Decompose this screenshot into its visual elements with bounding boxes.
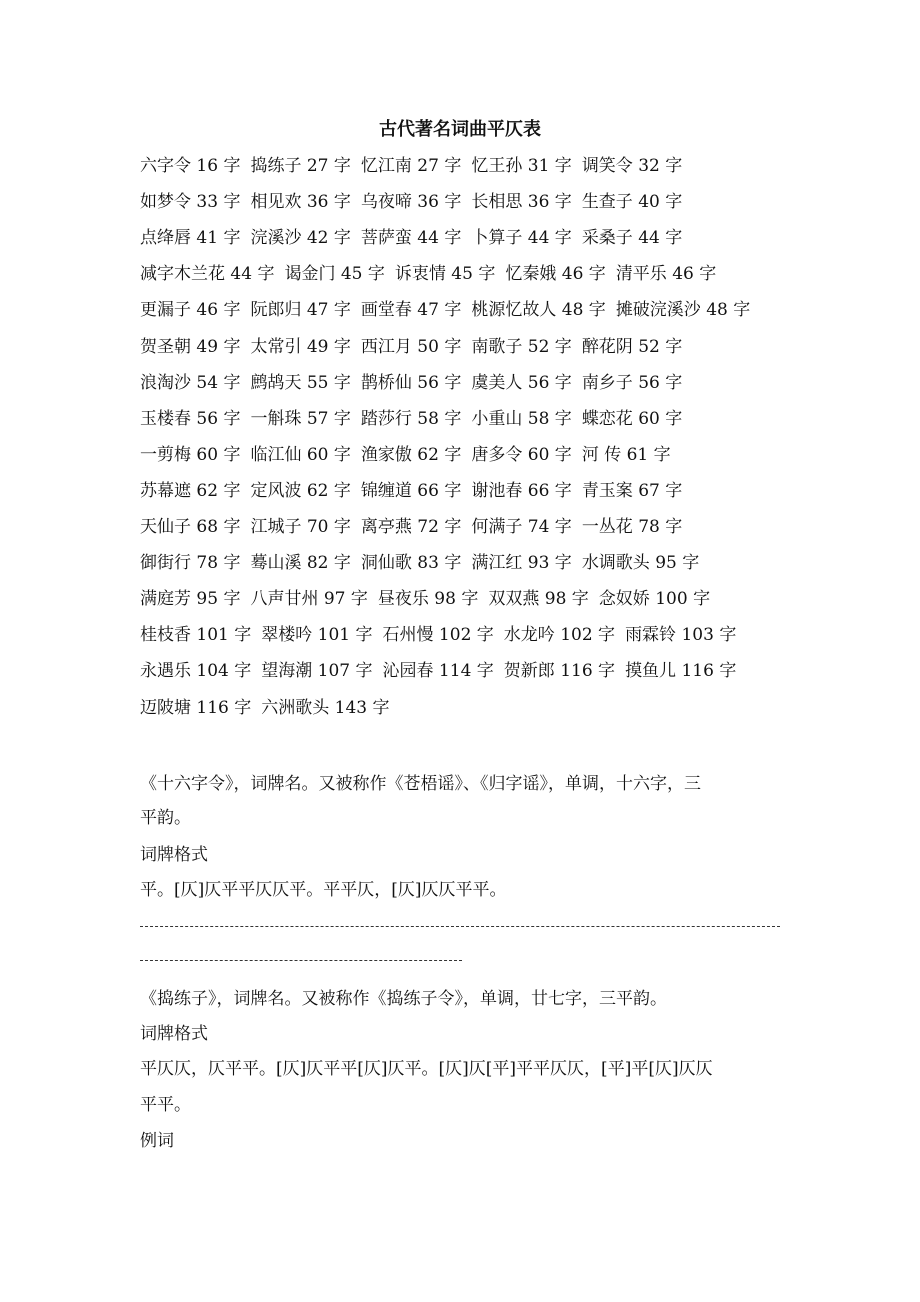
cipai-entry: 忆秦娥 46 字 xyxy=(505,264,606,285)
section1-pattern: 平。[仄]仄平平仄仄平。平平仄，[仄]仄仄平平。 xyxy=(140,880,507,900)
cipai-row xyxy=(140,514,692,540)
cipai-row xyxy=(140,586,720,612)
cipai-entry: 贺圣朝 49 字 xyxy=(140,336,241,357)
cipai-entry: 一丛花 78 字 xyxy=(581,517,683,537)
cipai-row xyxy=(140,261,726,287)
section1-format-heading: 词牌格式 xyxy=(140,845,208,865)
cipai-entry: 石州慢 102 字 xyxy=(382,625,494,646)
cipai-entry: 苏幕遮 62 字 xyxy=(140,480,241,501)
cipai-entry: 渔家傲 62 字 xyxy=(360,444,462,465)
cipai-entry: 定风波 62 字 xyxy=(250,480,351,501)
cipai-row xyxy=(140,334,692,360)
cipai-entry: 更漏子 46 字 xyxy=(140,300,241,321)
cipai-entry: 相见欢 36 字 xyxy=(250,192,351,213)
cipai-entry: 八声甘州 97 字 xyxy=(250,589,368,610)
cipai-entry: 西江月 50 字 xyxy=(360,336,462,357)
cipai-entry: 水调歌头 95 字 xyxy=(581,553,700,574)
cipai-entry: 玉楼春 56 字 xyxy=(140,408,241,429)
cipai-row xyxy=(140,225,692,251)
cipai-entry: 浪淘沙 54 字 xyxy=(140,372,241,393)
section2-pattern-line2: 平平。 xyxy=(140,1095,191,1115)
cipai-entry: 满江红 93 字 xyxy=(471,553,572,574)
cipai-entry: 调笑令 32 字 xyxy=(581,156,683,176)
cipai-entry: 阮郎归 47 字 xyxy=(250,300,351,321)
cipai-entry: 洞仙歌 83 字 xyxy=(360,553,462,574)
cipai-entry: 虞美人 56 字 xyxy=(471,372,572,393)
cipai-entry: 昼夜乐 98 字 xyxy=(377,589,479,610)
cipai-entry: 水龙吟 102 字 xyxy=(503,625,616,646)
cipai-entry: 双双燕 98 字 xyxy=(488,589,589,610)
cipai-row xyxy=(140,442,681,468)
cipai-entry: 六字令 16 字 xyxy=(140,156,241,176)
cipai-entry: 南歌子 52 字 xyxy=(471,336,572,357)
cipai-row xyxy=(140,478,692,504)
section2-intro: 《捣练子》，词牌名。又被称作《捣练子令》，单调，廿七字，三平韵。 xyxy=(140,989,667,1009)
cipai-entry: 青玉案 67 字 xyxy=(581,480,683,501)
cipai-entry: 菩萨蛮 44 字 xyxy=(360,228,462,249)
cipai-entry: 清平乐 46 字 xyxy=(615,264,717,285)
cipai-row xyxy=(140,153,692,179)
cipai-entry: 捣练子 27 字 xyxy=(250,156,351,176)
cipai-entry: 离亭燕 72 字 xyxy=(360,517,462,537)
cipai-entry: 河 传 61 字 xyxy=(581,444,671,465)
cipai-entry: 醉花阴 52 字 xyxy=(581,336,683,357)
cipai-entry: 谢池春 66 字 xyxy=(471,480,572,501)
cipai-entry: 何满子 74 字 xyxy=(471,517,572,537)
cipai-entry: 望海潮 107 字 xyxy=(261,661,373,682)
cipai-entry: 蝶恋花 60 字 xyxy=(581,408,683,429)
cipai-row xyxy=(140,622,746,648)
cipai-row xyxy=(140,189,692,215)
cipai-entry: 满庭芳 95 字 xyxy=(140,589,241,610)
cipai-entry: 永遇乐 104 字 xyxy=(140,661,252,682)
cipai-entry: 沁园春 114 字 xyxy=(382,661,494,682)
cipai-entry: 贺新郎 116 字 xyxy=(503,661,616,682)
section2-example-heading: 例词 xyxy=(140,1131,174,1151)
cipai-entry: 天仙子 68 字 xyxy=(140,517,241,537)
cipai-entry: 卜算子 44 字 xyxy=(471,228,572,249)
cipai-entry: 忆王孙 31 字 xyxy=(471,156,572,176)
cipai-entry: 鹧鸪天 55 字 xyxy=(250,372,351,393)
dashed-divider xyxy=(140,926,780,927)
cipai-entry: 减字木兰花 44 字 xyxy=(140,264,275,285)
cipai-row xyxy=(140,297,760,323)
section1-intro-line2: 平韵。 xyxy=(140,808,191,828)
cipai-entry: 乌夜啼 36 字 xyxy=(360,192,462,213)
cipai-entry: 采桑子 44 字 xyxy=(581,228,683,249)
cipai-entry: 一斛珠 57 字 xyxy=(250,408,351,429)
section2-format-heading: 词牌格式 xyxy=(140,1024,208,1044)
cipai-entry: 忆江南 27 字 xyxy=(360,156,462,176)
cipai-entry: 桂枝香 101 字 xyxy=(140,625,252,646)
cipai-entry: 六洲歌头 143 字 xyxy=(261,697,390,718)
cipai-entry: 御街行 78 字 xyxy=(140,553,241,574)
section1-intro-line1: 《十六字令》，词牌名。又被称作《苍梧谣》、《归字谣》，单调，十六字，三 xyxy=(140,774,701,794)
cipai-entry: 念奴娇 100 字 xyxy=(598,589,711,610)
cipai-entry: 雨霖铃 103 字 xyxy=(625,625,737,646)
cipai-row xyxy=(140,370,692,396)
cipai-entry: 桃源忆故人 48 字 xyxy=(471,300,606,321)
cipai-entry: 迈陂塘 116 字 xyxy=(140,697,252,718)
cipai-entry: 摸鱼儿 116 字 xyxy=(625,661,737,682)
cipai-entry: 长相思 36 字 xyxy=(471,192,572,213)
cipai-entry: 临江仙 60 字 xyxy=(250,444,351,465)
cipai-row xyxy=(140,550,709,576)
cipai-entry: 南乡子 56 字 xyxy=(581,372,683,393)
cipai-entry: 唐多令 60 字 xyxy=(471,444,572,465)
section2-pattern-line1: 平仄仄，仄平平。[仄]仄平平[仄]仄平。[仄]仄[平]平平仄仄，[平]平[仄]仄仄 xyxy=(140,1059,713,1079)
cipai-row xyxy=(140,658,746,684)
cipai-entry: 点绛唇 41 字 xyxy=(140,228,241,249)
cipai-row xyxy=(140,406,692,432)
cipai-entry: 生查子 40 字 xyxy=(581,192,683,213)
cipai-row xyxy=(140,695,400,721)
cipai-entry: 太常引 49 字 xyxy=(250,336,351,357)
cipai-entry: 摊破浣溪沙 48 字 xyxy=(615,300,751,321)
cipai-entry: 一剪梅 60 字 xyxy=(140,444,241,465)
cipai-entry: 谒金门 45 字 xyxy=(284,264,385,285)
cipai-entry: 画堂春 47 字 xyxy=(360,300,462,321)
cipai-entry: 浣溪沙 42 字 xyxy=(250,228,351,249)
cipai-entry: 翠楼吟 101 字 xyxy=(261,625,373,646)
cipai-entry: 如梦令 33 字 xyxy=(140,192,241,213)
cipai-entry: 江城子 70 字 xyxy=(250,517,351,537)
cipai-entry: 踏莎行 58 字 xyxy=(360,408,462,429)
cipai-entry: 鹊桥仙 56 字 xyxy=(360,372,462,393)
cipai-entry: 小重山 58 字 xyxy=(471,408,572,429)
cipai-entry: 蓦山溪 82 字 xyxy=(250,553,351,574)
cipai-entry: 锦缠道 66 字 xyxy=(360,480,462,501)
dashed-divider-short xyxy=(140,960,462,961)
cipai-entry: 诉衷情 45 字 xyxy=(394,264,496,285)
page-title: 古代著名词曲平仄表 xyxy=(379,119,541,140)
